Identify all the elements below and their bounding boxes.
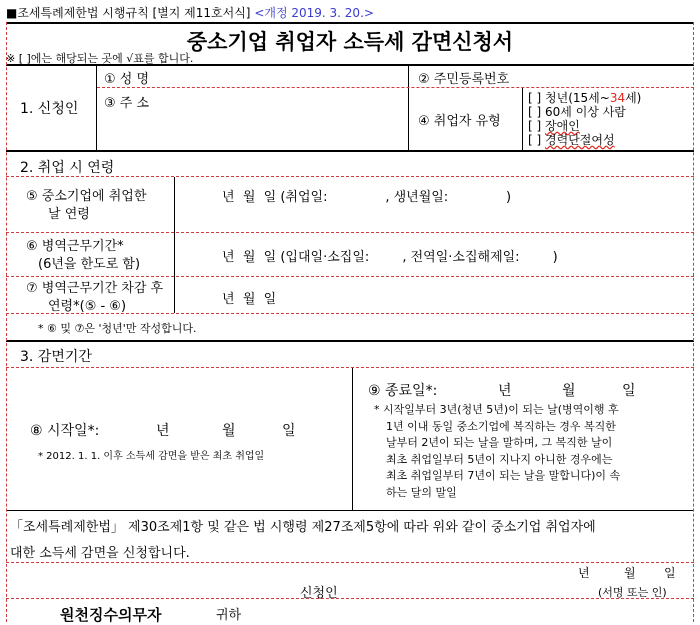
row6-label-line2: (6년을 한도로 함): [38, 257, 141, 272]
type-text: 경력단절여성: [545, 133, 615, 147]
row7-value[interactable]: 년 월 일: [222, 292, 277, 307]
type-text: 60세 이상 사람: [545, 105, 626, 119]
applicant-label: 신청인: [300, 586, 338, 601]
section2-header-rule: [6, 176, 694, 177]
row5-label-line1: ⑤ 중소기업에 취업한: [26, 189, 147, 204]
end-date-label: ⑨ 종료일*:: [368, 383, 438, 399]
checkbox-icon[interactable]: [ ]: [528, 119, 542, 133]
start-year[interactable]: 년: [156, 423, 170, 439]
type-option-disabled[interactable]: [528, 119, 641, 133]
form-title: 중소기업 취업자 소득세 감면신청서: [186, 30, 514, 54]
name-label: ① 성 명: [104, 72, 150, 87]
checkbox-icon[interactable]: [ ]: [528, 105, 542, 119]
row7-label-line2: 연령*(⑤ - ⑥): [48, 299, 127, 314]
left-border: [6, 22, 7, 622]
type-text: 청년(15세~: [545, 91, 610, 105]
sign-year[interactable]: 년: [578, 566, 590, 580]
worker-type-label: ④ 취업자 유형: [418, 114, 501, 129]
name-row-rule: [97, 87, 694, 88]
type-text-end: 세): [625, 91, 642, 105]
row6-label: [26, 238, 140, 274]
recipient-label: 원천징수의무자: [60, 606, 162, 624]
section3-header-rule: [6, 367, 694, 368]
checkbox-icon[interactable]: [ ]: [528, 133, 542, 147]
row5-value[interactable]: 년 월 일 (취업일: , 생년월일: ): [222, 190, 512, 205]
revision-date: <개정 2019. 3. 20.>: [254, 6, 374, 20]
section2-note: * ⑥ 및 ⑦은 '청년'만 작성합니다.: [38, 322, 197, 335]
instruction-note: ※ [ ]에는 해당되는 곳에 √표를 합니다.: [6, 52, 194, 65]
statement-line2: 대한 소득세 감면을 신청합니다.: [10, 546, 190, 561]
top-rule: [6, 22, 694, 24]
start-note: * 2012. 1. 1. 이후 소득세 감면을 받은 최초 취업일: [38, 451, 265, 462]
signature-hint[interactable]: (서명 또는 인): [598, 586, 667, 599]
end-note-line: 날부터 2년이 되는 날을 말하며, 그 복직한 날이: [386, 436, 613, 449]
section3-divider: [352, 368, 353, 510]
law-reference: [6, 4, 374, 21]
rrn-label: ② 주민등록번호: [418, 72, 510, 87]
row5-rule: [6, 232, 694, 233]
statement-rule: [6, 562, 694, 563]
row7-label-line1: ⑦ 병역근무기간 차감 후: [26, 281, 164, 296]
row7-rule: [6, 313, 694, 314]
worker-type-options: [528, 91, 641, 147]
start-month[interactable]: 월: [222, 423, 236, 439]
type-text: 장애인: [545, 119, 580, 133]
statement-line1: 「조세특례제한법」 제30조제1항 및 같은 법 시행령 제27조제5항에 따라 위와 같이 중소기업 취업자에: [10, 520, 596, 535]
row7-label: [26, 280, 163, 316]
row6-value[interactable]: 년 월 일 (입대일·소집일: , 전역일·소집해제일: ): [222, 250, 558, 265]
end-note-line: 1년 이내 동일 중소기업에 복직하는 경우 복직한: [386, 419, 616, 433]
end-note-line: 최초 취업일부터 7년이 되는 날을 말합니다)이 속: [386, 469, 621, 482]
row6-label-line1: ⑥ 병역근무기간*: [26, 239, 124, 254]
end-note-line: 하는 달의 말일: [386, 485, 457, 499]
end-day[interactable]: 일: [622, 383, 636, 399]
row5-label: [26, 188, 146, 224]
sign-day[interactable]: 일: [664, 566, 676, 580]
section1-label: 1. 신청인: [20, 101, 79, 117]
sign-rule: [6, 598, 694, 599]
right-border: [693, 22, 694, 622]
law-line: ■조세특례제한법 시행규칙 [별지 제11호서식]: [6, 6, 251, 20]
end-month[interactable]: 월: [562, 383, 576, 399]
end-year[interactable]: 년: [498, 383, 512, 399]
section2-divider: [174, 177, 175, 313]
section2-label: 2. 취업 시 연령: [20, 160, 115, 176]
sign-month[interactable]: 월: [624, 566, 636, 580]
row5-label-line2: 날 연령: [48, 207, 90, 222]
type-option-career-break[interactable]: [528, 133, 641, 147]
end-note-line: * 시작일부터 3년(청년 5년)이 되는 날(병역이행 후: [374, 403, 619, 416]
type-divider-right: [522, 88, 523, 150]
statement-top-rule: [6, 510, 694, 511]
end-note-line: 최초 취업일부터 5년이 지나지 아니한 경우에는: [386, 452, 613, 466]
section1-top-rule: [6, 64, 694, 66]
row6-rule: [6, 276, 694, 277]
section1-divider: [96, 65, 97, 150]
section3-top-rule: [6, 340, 694, 342]
start-day[interactable]: 일: [282, 423, 296, 439]
type-option-senior[interactable]: [528, 105, 641, 119]
end-note: [374, 402, 620, 501]
section3-label: 3. 감면기간: [20, 349, 92, 365]
address-label: ③ 주 소: [104, 96, 150, 111]
type-option-youth[interactable]: [528, 91, 641, 105]
rrn-divider: [408, 65, 409, 87]
honorific: 귀하: [216, 608, 242, 623]
checkbox-icon[interactable]: [ ]: [528, 91, 542, 105]
type-divider-left: [408, 88, 409, 150]
section2-top-rule: [6, 150, 694, 152]
start-date-label: ⑧ 시작일*:: [30, 423, 100, 439]
type-text-red: 34: [609, 91, 626, 105]
